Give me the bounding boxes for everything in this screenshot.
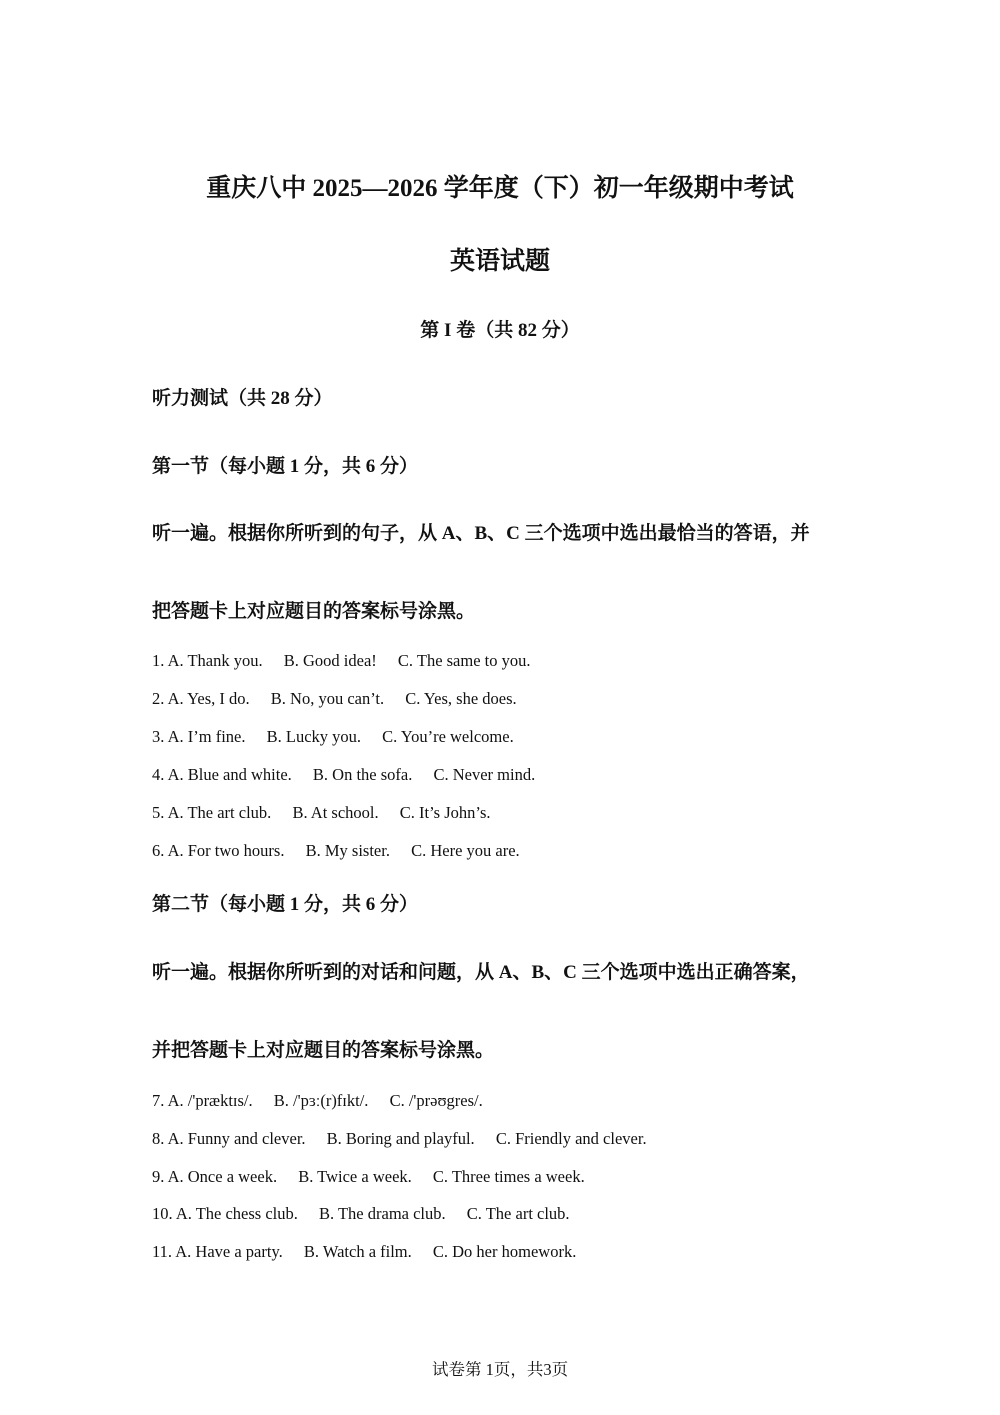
option-a: A. For two hours. (167, 841, 285, 860)
question-8 (152, 1129, 647, 1149)
question-1 (152, 651, 531, 671)
option-a: A. Once a week. (167, 1167, 278, 1186)
volume-heading: 第 I 卷（共 82 分） (420, 320, 580, 341)
question-10 (152, 1204, 570, 1224)
question-number: 10. (152, 1204, 173, 1223)
question-4 (152, 765, 535, 785)
question-5 (152, 803, 491, 823)
section1-heading: 第一节（每小题 1 分，共 6 分） (152, 456, 419, 477)
section2-heading: 第二节（每小题 1 分，共 6 分） (152, 894, 419, 915)
section1-instruction-line1: 听一遍。根据你所听到的句子，从 A、B、C 三个选项中选出最恰当的答语，并 (152, 523, 810, 544)
option-b: B. Twice a week. (298, 1167, 412, 1186)
question-number: 6. (152, 841, 165, 860)
option-c: C. Three times a week. (432, 1167, 585, 1186)
question-6 (152, 841, 520, 861)
question-2 (152, 689, 517, 709)
question-number: 11. (152, 1242, 173, 1261)
option-c: C. You’re welcome. (382, 727, 514, 746)
option-c: C. /'prəʊgres/. (389, 1091, 483, 1110)
option-a: A. I’m fine. (167, 727, 246, 746)
option-a: A. The art club. (167, 803, 272, 822)
question-number: 2. (152, 689, 165, 708)
section2-instruction-line1: 听一遍。根据你所听到的对话和问题，从 A、B、C 三个选项中选出正确答案， (152, 962, 810, 983)
option-b: B. On the sofa. (312, 765, 413, 784)
question-7 (152, 1091, 483, 1111)
option-a: A. Thank you. (167, 651, 263, 670)
option-c: C. It’s John’s. (399, 803, 491, 822)
option-c: C. The art club. (466, 1204, 570, 1223)
option-b: B. My sister. (305, 841, 390, 860)
option-b: B. Good idea! (283, 651, 377, 670)
option-c: C. Yes, she does. (405, 689, 517, 708)
option-b: B. Lucky you. (266, 727, 362, 746)
option-b: B. /'pɜː(r)fɪkt/. (273, 1091, 369, 1110)
option-a: A. Have a party. (175, 1242, 283, 1261)
question-number: 1. (152, 651, 165, 670)
option-c: C. Do her homework. (432, 1242, 577, 1261)
question-number: 8. (152, 1129, 165, 1148)
option-b: B. No, you can’t. (270, 689, 385, 708)
option-b: B. Boring and playful. (326, 1129, 475, 1148)
question-number: 9. (152, 1167, 165, 1186)
option-c: C. The same to you. (397, 651, 531, 670)
exam-subtitle: 英语试题 (449, 248, 550, 275)
option-a: A. Yes, I do. (167, 689, 250, 708)
option-a: A. The chess club. (175, 1204, 298, 1223)
question-number: 5. (152, 803, 165, 822)
section2-instruction-line2: 并把答题卡上对应题目的答案标号涂黑。 (152, 1040, 495, 1061)
question-number: 4. (152, 765, 165, 784)
page-footer: 试卷第 1页，共3页 (431, 1360, 569, 1379)
option-c: C. Here you are. (411, 841, 520, 860)
question-11 (152, 1242, 576, 1262)
option-b: B. Watch a film. (303, 1242, 412, 1261)
option-b: B. The drama club. (319, 1204, 446, 1223)
part-heading: 听力测试（共 28 分） (152, 388, 333, 409)
section1-instruction-line2: 把答题卡上对应题目的答案标号涂黑。 (152, 601, 476, 622)
option-c: C. Never mind. (433, 765, 536, 784)
question-number: 7. (152, 1091, 165, 1110)
option-a: A. Funny and clever. (167, 1129, 306, 1148)
option-a: A. Blue and white. (167, 765, 292, 784)
question-number: 3. (152, 727, 165, 746)
option-a: A. /'præktɪs/. (167, 1091, 253, 1110)
question-3 (152, 727, 514, 747)
option-c: C. Friendly and clever. (495, 1129, 647, 1148)
question-9 (152, 1167, 585, 1187)
exam-title: 重庆八中 2025—2026 学年度（下）初一年级期中考试 (206, 175, 794, 202)
option-b: B. At school. (292, 803, 379, 822)
